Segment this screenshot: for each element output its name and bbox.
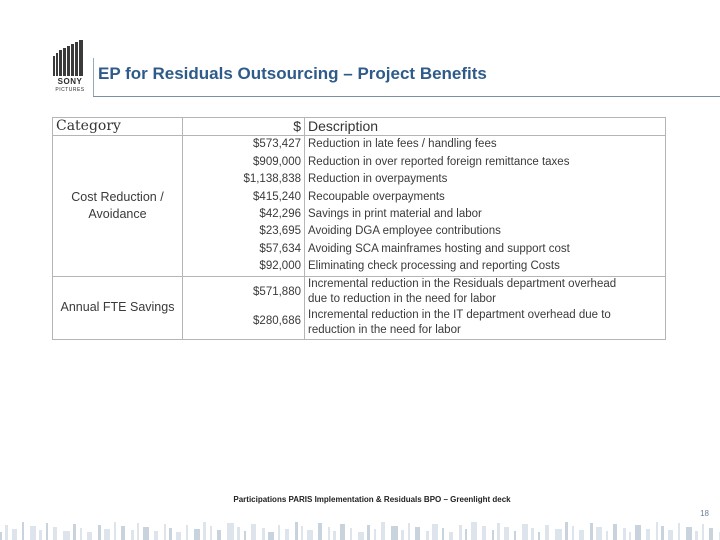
strip-bar <box>623 528 626 540</box>
strip-bar <box>169 528 172 540</box>
strip-bar <box>131 530 134 540</box>
strip-bar <box>545 525 549 540</box>
strip-bar <box>217 530 221 540</box>
amount-value: $23,695 <box>259 225 301 238</box>
strip-bar <box>497 523 500 540</box>
strip-bar <box>656 522 658 540</box>
page-number: 18 <box>700 509 709 518</box>
strip-bar <box>391 526 398 540</box>
strip-bar <box>53 527 57 540</box>
strip-bar <box>367 525 370 540</box>
strip-bar <box>629 532 631 540</box>
description-text: Avoiding SCA mainframes hosting and support cost <box>308 242 570 255</box>
amount-cell <box>183 136 305 276</box>
strip-bar <box>137 523 139 540</box>
decorative-bar-strip <box>0 521 720 540</box>
strip-bar <box>164 524 166 540</box>
strip-bar <box>590 523 593 540</box>
description-text: Reduction in over reported foreign remittance taxes <box>308 155 570 168</box>
strip-bar <box>695 531 698 540</box>
amount-value: $573,427 <box>253 138 301 151</box>
strip-bar <box>606 531 608 540</box>
strip-bar <box>251 524 256 540</box>
strip-bar <box>30 526 36 540</box>
table-header-row <box>53 118 666 136</box>
description-text: Incremental reduction in the IT department overhead due to <box>308 308 611 321</box>
strip-bar <box>381 522 385 540</box>
strip-bar <box>678 523 680 540</box>
description-text: Reduction in late fees / handling fees <box>308 138 497 151</box>
strip-bar <box>39 530 42 540</box>
strip-bar <box>504 527 509 540</box>
strip-bar <box>635 525 641 540</box>
strip-bar <box>401 530 404 540</box>
strip-bar <box>340 524 345 540</box>
header-amount: $ <box>183 118 305 136</box>
description-text: due to reduction in the need for labor <box>308 293 496 306</box>
table-row <box>53 136 666 276</box>
logo-bars-icon <box>53 40 87 76</box>
strip-bar <box>104 529 110 540</box>
description-cell <box>305 136 666 276</box>
strip-bar <box>12 529 17 540</box>
category-cell: Annual FTE Savings <box>53 276 183 339</box>
strip-bar <box>408 523 410 540</box>
strip-bar <box>318 523 322 540</box>
strip-bar <box>307 530 313 540</box>
logo-wordmark: SONY <box>57 77 83 86</box>
description-text: Incremental reduction in the Residuals department overhead <box>308 277 617 290</box>
strip-bar <box>426 531 429 540</box>
strip-bar <box>285 529 289 540</box>
strip-bar <box>210 526 212 540</box>
strip-bar <box>194 529 200 540</box>
strip-bar <box>538 532 540 540</box>
strip-bar <box>63 531 70 540</box>
strip-bar <box>596 527 602 540</box>
strip-bar <box>555 529 562 540</box>
sony-pictures-logo <box>53 40 87 96</box>
strip-bar <box>0 532 2 540</box>
strip-bar <box>449 532 453 540</box>
strip-bar <box>73 524 76 540</box>
strip-bar <box>22 522 24 540</box>
logo-subtext: PICTURES <box>55 87 85 93</box>
strip-bar <box>432 524 438 540</box>
header-category: Category <box>53 118 183 136</box>
strip-bar <box>121 526 125 540</box>
strip-bar <box>87 532 92 540</box>
amount-value: $280,686 <box>253 315 301 328</box>
description-text: Avoiding DGA employee contributions <box>308 225 501 238</box>
strip-bar <box>328 527 330 540</box>
benefits-table <box>52 117 666 340</box>
strip-bar <box>227 523 234 540</box>
amount-value: $571,880 <box>253 285 301 298</box>
strip-bar <box>176 532 181 540</box>
title-divider-vertical <box>93 58 94 97</box>
amount-value: $415,240 <box>253 190 301 203</box>
description-cell <box>305 276 666 339</box>
strip-bar <box>374 529 376 540</box>
page-title: EP for Residuals Outsourcing – Project Benefits <box>98 64 487 83</box>
strip-bar <box>471 522 477 540</box>
strip-bar <box>295 522 298 540</box>
strip-bar <box>668 530 673 540</box>
category-cell: Cost Reduction / Avoidance <box>53 136 183 276</box>
title-divider <box>93 96 720 97</box>
strip-bar <box>702 524 704 540</box>
strip-bar <box>565 522 568 540</box>
amount-value: $42,296 <box>259 208 301 221</box>
strip-bar <box>301 526 303 540</box>
strip-bar <box>186 525 188 540</box>
strip-bar <box>522 524 528 540</box>
strip-bar <box>492 530 494 540</box>
table-row <box>53 276 666 339</box>
description-text: Eliminating check processing and reporting Costs <box>308 260 560 273</box>
strip-bar <box>154 531 158 540</box>
amount-value: $1,138,838 <box>243 173 301 186</box>
description-text: reduction in the need for labor <box>308 324 461 337</box>
description-text: Savings in print material and labor <box>308 208 482 221</box>
strip-bar <box>482 526 486 540</box>
strip-bar <box>646 529 650 540</box>
strip-bar <box>244 531 246 540</box>
strip-bar <box>572 526 574 540</box>
strip-bar <box>237 527 240 540</box>
amount-value: $57,634 <box>259 242 301 255</box>
strip-bar <box>709 528 713 540</box>
description-text: Reduction in overpayments <box>308 173 448 186</box>
description-text: Recoupable overpayments <box>308 190 445 203</box>
strip-bar <box>531 528 534 540</box>
strip-bar <box>262 528 265 540</box>
strip-bar <box>268 532 274 540</box>
strip-bar <box>358 532 364 540</box>
strip-bar <box>579 530 584 540</box>
strip-bar <box>5 525 8 540</box>
strip-bar <box>143 527 149 540</box>
strip-bar <box>114 522 116 540</box>
header-description: Description <box>305 118 666 136</box>
strip-bar <box>459 525 462 540</box>
strip-bar <box>686 527 692 540</box>
amount-value: $909,000 <box>253 155 301 168</box>
strip-bar <box>415 527 420 540</box>
strip-bar <box>278 525 280 540</box>
strip-bar <box>80 528 82 540</box>
amount-cell <box>183 276 305 339</box>
strip-bar <box>203 522 206 540</box>
strip-bar <box>46 523 48 540</box>
strip-bar <box>613 524 617 540</box>
strip-bar <box>350 528 352 540</box>
strip-bar <box>98 525 101 540</box>
strip-bar <box>333 531 336 540</box>
footer-caption: Participations PARIS Implementation & Residuals BPO – Greenlight deck <box>233 495 511 504</box>
amount-value: $92,000 <box>259 260 301 273</box>
strip-bar <box>465 529 467 540</box>
strip-bar <box>514 531 516 540</box>
strip-bar <box>661 526 664 540</box>
strip-bar <box>442 528 444 540</box>
